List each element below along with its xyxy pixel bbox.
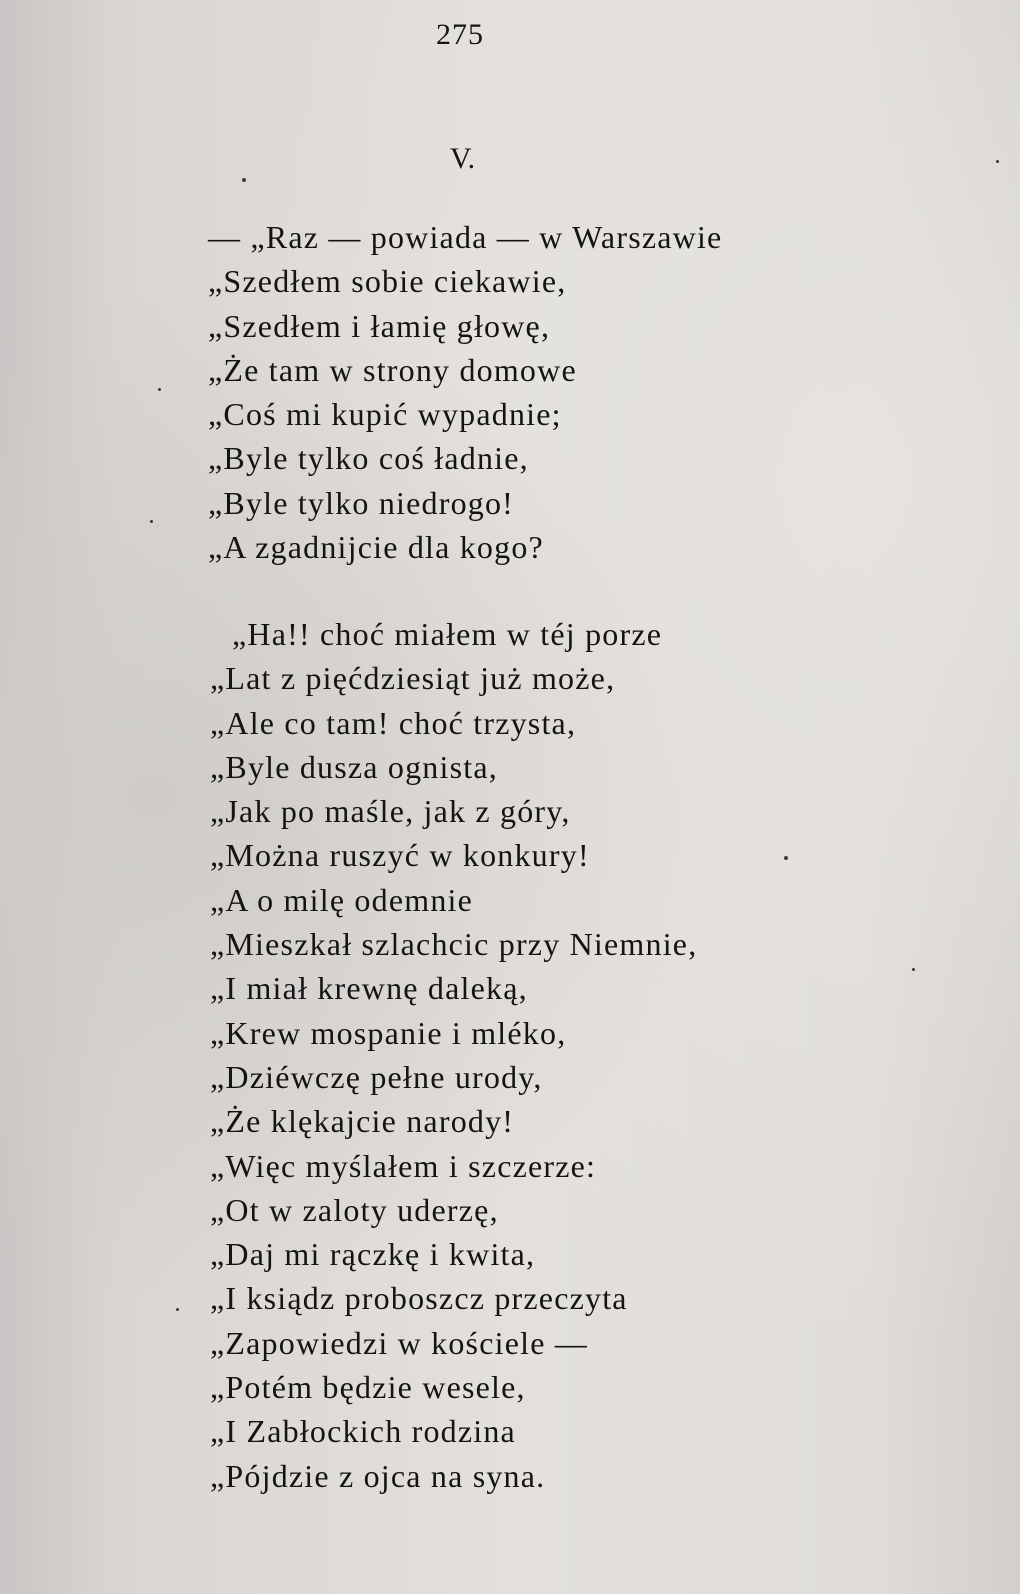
poem-line: „Więc myślałem i szczerze: [210, 1147, 597, 1184]
poem-line: „Byle dusza ognista, [210, 748, 498, 785]
poem-line: „Jak po maśle, jak z góry, [210, 793, 571, 830]
paper-speck [150, 520, 153, 523]
poem-line: „Szedłem sobie ciekawie, [208, 263, 567, 300]
poem-line: „Coś mi kupić wypadnie; [208, 396, 562, 433]
paper-speck [784, 856, 788, 860]
paper-speck [176, 1308, 179, 1311]
poem-line: „Że klękajcie narody! [210, 1103, 515, 1140]
stanza-1 [0, 215, 722, 569]
poem-line: „Byle tylko niedrogo! [208, 484, 515, 521]
poem-line: „Potém będzie wesele, [210, 1369, 526, 1406]
poem-line: „Mieszkał szlachcic przy Niemnie, [210, 926, 698, 963]
poem-line: „Daj mi rączkę i kwita, [210, 1236, 536, 1273]
poem-line: „Pójdzie z ojca na syna. [210, 1457, 546, 1494]
poem-line: „A zgadnijcie dla kogo? [208, 529, 544, 566]
paper-speck [242, 178, 246, 182]
poem-line: — „Raz — powiada — w Warszawie [208, 219, 723, 255]
poem-line: „Można ruszyć w konkury! [210, 837, 590, 874]
poem-line: „Szedłem i łamię głowę, [208, 307, 551, 344]
poem-line: „I ksiądz proboszcz przeczyta [210, 1280, 628, 1317]
stanza-2 [0, 612, 697, 1498]
poem-line: „Dziéwczę pełne urody, [210, 1058, 543, 1095]
poem-line: „Zapowiedzi w kościele — [210, 1324, 589, 1361]
paper-speck [996, 160, 999, 163]
poem-line: „A o milę odemnie [210, 881, 474, 918]
poem-line: „Że tam w strony domowe [208, 351, 577, 388]
paper-speck [912, 968, 915, 971]
poem-line: „Ha!! choć miałem w téj porze [232, 616, 663, 652]
poem-line: „Lat z pięćdziesiąt już może, [210, 660, 616, 697]
poem-line: „I miał krewnę daleką, [210, 970, 528, 1007]
section-heading: V. [449, 142, 476, 175]
page-number: 275 [436, 18, 484, 51]
poem-line: „Ot w zaloty uderzę, [210, 1191, 499, 1228]
paper-speck [158, 388, 161, 391]
poem-line: „Ale co tam! choć trzysta, [210, 704, 577, 741]
poem-line: „Byle tylko coś ładnie, [208, 440, 529, 477]
poem-line: „Krew mospanie i mléko, [210, 1014, 567, 1051]
poem-line: „I Zabłockich rodzina [210, 1413, 516, 1450]
